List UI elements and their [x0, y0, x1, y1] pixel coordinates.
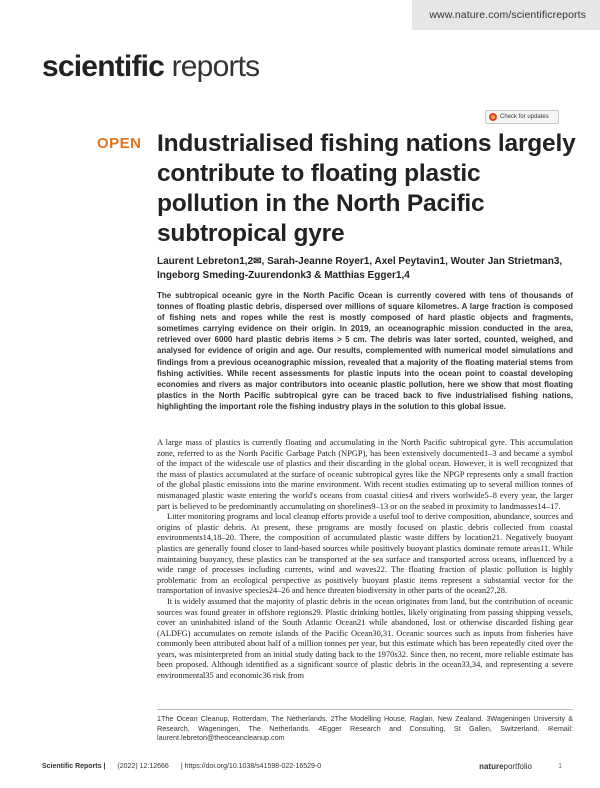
- page-footer: [42, 763, 562, 770]
- journal-masthead[interactable]: [42, 50, 259, 84]
- footer-doi-link[interactable]: | https://doi.org/10.1038/s41598-022-16529-0: [180, 763, 322, 770]
- footer-journal: Scientific Reports |: [42, 763, 106, 770]
- authors-line-2[interactable]: Ingeborg Smeding-Zuurendonk3 & Matthias Egger1,4: [157, 269, 410, 281]
- page-number: 1: [558, 763, 562, 770]
- masthead-scientific: scientific: [42, 50, 165, 83]
- journal-url[interactable]: www.nature.com/scientificreports: [429, 9, 586, 21]
- check-updates-label: Check for updates: [500, 114, 549, 120]
- footnote-divider: [157, 709, 573, 710]
- footer-volume: (2022) 12:12666: [117, 763, 169, 770]
- authors-line-1[interactable]: Laurent Lebreton1,2✉, Sarah-Jeanne Royer1, Axel Peytavin1, Wouter Jan Strietman3,: [157, 256, 563, 267]
- affiliations-footnote: 1The Ocean Cleanup, Rotterdam, The Netherlands. 2The Modelling House, Raglan, New Zealand. 3Wageningen University & Research, Wageningen, The Netherlands. 4Egger Research and Consulting, St Gallen, Switzerland. ✉email: laurent.lebreton@theoceancleanup.com: [157, 714, 573, 742]
- body-paragraph-3: It is widely assumed that the majority of plastic debris in the ocean originates from land, but the contribution of oceanic sources was found greater in offshore regions29. Plastic drinking bottles, likely originating from passing shipping vessels, cover an uninhabited island of the South Atlantic Ocean21 while abandoned, lost or otherwise discarded fishing gear (ALDFG) accumulates on remote islands of the Pacific Ocean30,31. Oceanic sources such as inputs from fisheries have commonly been attributed about half of a million tonnes per year, but this estimate which has been repeatedly cited over the years, was misinterpreted from an initial study dating back to the 1970s32. Since then, no recent, more reliable estimate has been proposed. Although identified as a significant source of plastic debris in the ocean33,34, and representing a severe environmental35 and economic36 risk from: [157, 596, 573, 681]
- masthead-reports: reports: [171, 50, 260, 83]
- article-title: Industrialised fishing nations largely contribute to floating plastic pollution in the North Pacific subtropical gyre: [157, 130, 576, 247]
- url-banner: [412, 0, 600, 30]
- article-body: [157, 438, 573, 682]
- check-for-updates-button[interactable]: [485, 110, 559, 124]
- crossmark-icon: [489, 113, 497, 121]
- open-access-label: OPEN: [97, 135, 142, 152]
- body-paragraph-2: Litter monitoring programs and local cleanup efforts provide a useful tool to derive composition, abundance, sources and origins of plastic debris. At present, these programs are mostly focused on plastic debris collected from coastal environments14,18–20. There, the composition of accumulated plastic waste differs by location21. Negatively buoyant plastics are generally found closer to land-based sources while positively buoyant plastics dominate remote areas11. While maintaining buoyancy, these plastics can be transported at the sea surface and transported across oceans, influenced by a wide range of processes including currents, wind and waves22. The floating fraction of plastic pollution is highly problematic from an ecological perspective as positively buoyant plastic items represent a substantial vector for the transportation of invasive species24–26 and hence threaten biodiversity in other parts of the ocean27,28.: [157, 512, 573, 596]
- publisher-logo: [479, 762, 532, 771]
- author-list: [157, 255, 577, 282]
- publisher-portfolio: portfolio: [503, 762, 532, 771]
- body-paragraph-1: A large mass of plastics is currently floating and accumulating in the North Pacific subtropical gyre. This accumulation zone, referred to as the North Pacific Garbage Patch (NPGP), has been extensively documented1–3 and became a symbol of the impact of the widescale use of plastics and their discarding in the global ocean. However, it is well recognized that the mass of plastics accumulated at the surface of oceanic subtropical gyres like the NPGP represents only a small fraction of the global plastic emissions into the marine environment. With recent studies estimating up to several million tonnes of mismanaged plastic waste entering the world's oceans from coastal cities4 and rivers worlwide5–8 every year, the larger part is believed to be predominantly accumulating on shorelines9–13 or on the seabed in proximity to landmasses14–17.: [157, 438, 573, 511]
- publisher-nature: nature: [479, 762, 504, 771]
- abstract: The subtropical oceanic gyre in the North Pacific Ocean is currently covered with tens of thousands of tonnes of floating plastic debris, dispersed over millions of square kilometres. A large fraction is composed of fishing nets and ropes while the rest is mostly composed of hard plastic objects and fragments, sometimes carrying evidence on their origin. In 2019, an oceanographic mission conducted in the area, retrieved over 6000 hard plastic debris items > 5 cm. The debris was later sorted, counted, weighed, and analysed for evidence of origin and age. Our results, complemented with numerical model simulations and findings from a previous oceanographic mission, revealed that a majority of the floating material stems from fishing activities. While recent assessments for plastic inputs into the ocean point to coastal developing economies and rivers as major contributors into oceanic plastic pollution, here we show that most floating plastics in the North Pacific subtropical gyre can be traced back to five industrialised fishing nations, highlighting the important role the fishing industry plays in the solution to this global issue.: [157, 291, 573, 411]
